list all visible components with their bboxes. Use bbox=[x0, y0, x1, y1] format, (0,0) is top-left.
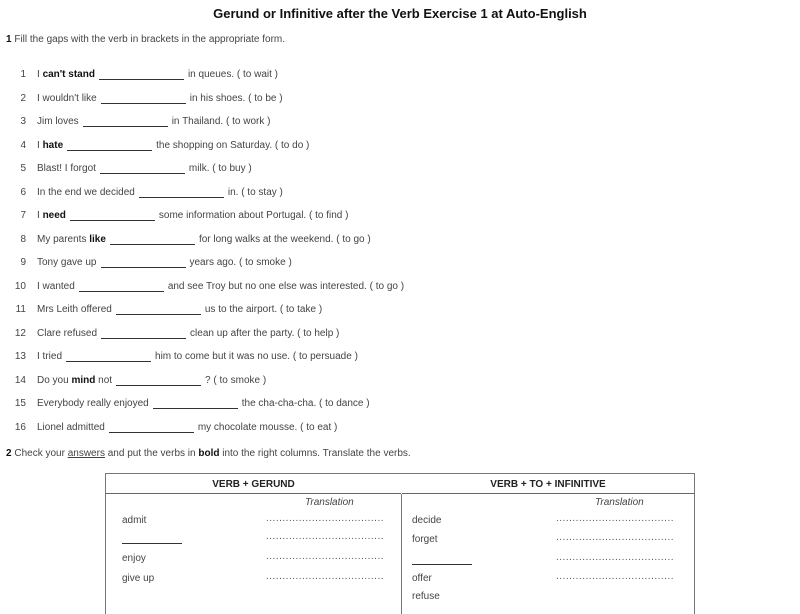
verb-entry: give up bbox=[122, 573, 155, 584]
item-number: 13 bbox=[14, 351, 26, 362]
exercise-2-number: 2 bbox=[6, 448, 12, 459]
answer-gap[interactable] bbox=[101, 257, 186, 268]
item-number: 9 bbox=[20, 257, 26, 268]
item-text-before: Mrs Leith offered bbox=[37, 304, 112, 315]
exercise-2-instruction bbox=[6, 448, 411, 459]
answer-gap[interactable] bbox=[101, 328, 186, 339]
answer-gap[interactable] bbox=[109, 422, 194, 433]
item-text-after: him to come but it was no use. bbox=[155, 351, 291, 362]
verb-infinitive-heading: VERB + TO + INFINITIVE bbox=[402, 474, 694, 494]
item-hint: ( to wait ) bbox=[236, 69, 279, 80]
answer-gap[interactable] bbox=[139, 187, 224, 198]
item-hint: ( to go ) bbox=[369, 281, 405, 292]
item-text-after: in. bbox=[227, 187, 239, 198]
item-text-after: some information about Portugal. bbox=[158, 210, 307, 221]
item-text-before: I bbox=[37, 210, 43, 221]
item-text-before: My parents bbox=[37, 234, 90, 245]
verb-columns-table bbox=[105, 473, 695, 614]
exercise-item bbox=[0, 182, 283, 198]
translation-dots[interactable]: .................................... bbox=[556, 552, 675, 563]
item-text-after: us to the airport. bbox=[204, 304, 278, 315]
answer-gap[interactable] bbox=[153, 398, 238, 409]
item-text-before: Jim loves bbox=[37, 116, 79, 127]
translation-dots[interactable]: .................................... bbox=[266, 513, 385, 524]
item-hint: ( to smoke ) bbox=[238, 257, 292, 268]
exercise-2-text-3: into the right columns. Translate the verbs. bbox=[222, 448, 411, 459]
item-text-after: in his shoes. bbox=[189, 93, 246, 104]
verb-blank-line[interactable] bbox=[122, 543, 182, 544]
verb-entry: forget bbox=[412, 534, 438, 545]
item-number: 14 bbox=[14, 375, 26, 386]
exercise-item bbox=[0, 88, 283, 104]
item-text-after: in Thailand. bbox=[171, 116, 224, 127]
answer-gap[interactable] bbox=[67, 140, 152, 151]
answer-gap[interactable] bbox=[70, 210, 155, 221]
exercise-item bbox=[0, 417, 337, 433]
item-text-after: in queues. bbox=[187, 69, 235, 80]
exercise-item bbox=[0, 229, 371, 245]
item-text-before: Clare refused bbox=[37, 328, 98, 339]
answer-gap[interactable] bbox=[110, 234, 195, 245]
answer-gap[interactable] bbox=[66, 351, 151, 362]
item-hint: ( to take ) bbox=[279, 304, 323, 315]
verb-blank-line[interactable] bbox=[412, 564, 472, 565]
answer-gap[interactable] bbox=[79, 281, 164, 292]
page-title: Gerund or Infinitive after the Verb Exercise 1 at Auto-English bbox=[213, 6, 587, 21]
verb-gerund-heading: VERB + GERUND bbox=[106, 474, 401, 494]
item-bold-verb: hate bbox=[42, 140, 64, 151]
item-text-after: my chocolate mousse. bbox=[197, 422, 298, 433]
answer-gap[interactable] bbox=[116, 304, 201, 315]
answer-gap[interactable] bbox=[99, 69, 184, 80]
exercise-item bbox=[0, 299, 322, 315]
item-text-before: Blast! I forgot bbox=[37, 163, 96, 174]
exercise-item bbox=[0, 370, 266, 386]
answer-gap[interactable] bbox=[116, 375, 201, 386]
translation-dots[interactable]: .................................... bbox=[266, 531, 385, 542]
exercise-item bbox=[0, 135, 309, 151]
item-text-before: I bbox=[37, 140, 43, 151]
verb-entry: decide bbox=[412, 515, 442, 526]
item-text-before: I wouldn't like bbox=[37, 93, 97, 104]
exercise-2-text-2: and put the verbs in bbox=[107, 448, 196, 459]
exercise-item bbox=[0, 252, 292, 268]
answer-gap[interactable] bbox=[101, 93, 186, 104]
exercise-1-number: 1 bbox=[6, 34, 12, 45]
exercise-item bbox=[0, 64, 278, 80]
item-text-before: I tried bbox=[37, 351, 63, 362]
exercise-item bbox=[0, 158, 252, 174]
item-number: 12 bbox=[14, 328, 26, 339]
item-number: 2 bbox=[20, 93, 26, 104]
item-hint: ( to go ) bbox=[336, 234, 371, 245]
item-bold-verb: like bbox=[89, 234, 106, 245]
exercise-item bbox=[0, 346, 358, 362]
item-number: 10 bbox=[14, 281, 26, 292]
exercise-item bbox=[0, 323, 339, 339]
verb-gerund-column bbox=[106, 474, 401, 614]
item-text-before-gap: not bbox=[95, 375, 113, 386]
item-text-before: Everybody really enjoyed bbox=[37, 398, 149, 409]
item-hint: ( to work ) bbox=[226, 116, 271, 127]
item-text-before: In the end we decided bbox=[37, 187, 135, 198]
item-hint: ( to find ) bbox=[309, 210, 349, 221]
item-text-after: years ago. bbox=[189, 257, 237, 268]
item-hint: ( to do ) bbox=[274, 140, 310, 151]
item-text-before: I bbox=[37, 69, 43, 80]
item-hint: ( to dance ) bbox=[319, 398, 370, 409]
translation-dots[interactable]: .................................... bbox=[556, 571, 675, 582]
item-text-after: the shopping on Saturday. bbox=[156, 140, 273, 151]
item-text-after: for long walks at the weekend. bbox=[198, 234, 334, 245]
translation-dots[interactable]: .................................... bbox=[556, 513, 675, 524]
item-text-before: Lionel admitted bbox=[37, 422, 105, 433]
item-number: 6 bbox=[20, 187, 26, 198]
exercise-2-bold-word: bold bbox=[198, 448, 220, 459]
item-text-after: and see Troy but no one else was interested. bbox=[167, 281, 367, 292]
item-text-after: milk. bbox=[188, 163, 210, 174]
item-text-after: the cha-cha-cha. bbox=[241, 398, 317, 409]
item-number: 1 bbox=[20, 69, 26, 80]
item-hint: ( to stay ) bbox=[241, 187, 283, 198]
exercise-item bbox=[0, 205, 348, 221]
verb-infinitive-column bbox=[402, 474, 694, 614]
exercise-1-instruction-text: Fill the gaps with the verb in brackets in the appropriate form. bbox=[14, 34, 286, 45]
item-hint: ( to buy ) bbox=[212, 163, 252, 174]
verb-entry: refuse bbox=[412, 591, 440, 602]
exercise-item bbox=[0, 276, 404, 292]
item-text-after: ? bbox=[205, 375, 211, 386]
item-bold-verb: can't stand bbox=[42, 69, 95, 80]
translation-dots[interactable]: .................................... bbox=[266, 551, 385, 562]
item-number: 16 bbox=[14, 422, 26, 433]
item-text-before: I wanted bbox=[37, 281, 75, 292]
item-text-before: Tony gave up bbox=[37, 257, 97, 268]
item-number: 4 bbox=[20, 140, 26, 151]
answer-gap[interactable] bbox=[83, 116, 168, 127]
exercise-2-text-1: Check your bbox=[14, 448, 65, 459]
item-bold-verb: need bbox=[42, 210, 66, 221]
item-hint: ( to persuade ) bbox=[292, 351, 358, 362]
answers-link[interactable]: answers bbox=[67, 448, 105, 459]
item-text-before: Do you bbox=[37, 375, 72, 386]
item-number: 5 bbox=[20, 163, 26, 174]
translation-dots[interactable]: .................................... bbox=[266, 571, 385, 582]
item-number: 8 bbox=[20, 234, 26, 245]
item-number: 3 bbox=[20, 116, 26, 127]
item-hint: ( to help ) bbox=[297, 328, 340, 339]
answer-gap[interactable] bbox=[100, 163, 185, 174]
verb-entry: enjoy bbox=[122, 553, 146, 564]
translation-label: Translation bbox=[595, 497, 644, 508]
item-hint: ( to smoke ) bbox=[213, 375, 267, 386]
item-number: 11 bbox=[15, 304, 26, 315]
item-number: 7 bbox=[20, 210, 26, 221]
verb-entry: offer bbox=[412, 573, 432, 584]
item-number: 15 bbox=[14, 398, 26, 409]
item-bold-verb: mind bbox=[71, 375, 96, 386]
verb-entry: admit bbox=[122, 515, 147, 526]
exercise-item bbox=[0, 111, 270, 127]
exercise-1-instruction bbox=[6, 34, 285, 45]
item-hint: ( to eat ) bbox=[300, 422, 338, 433]
item-hint: ( to be ) bbox=[248, 93, 283, 104]
translation-dots[interactable]: .................................... bbox=[556, 532, 675, 543]
exercise-item bbox=[0, 393, 370, 409]
item-text-after: clean up after the party. bbox=[190, 328, 295, 339]
translation-label: Translation bbox=[305, 497, 354, 508]
